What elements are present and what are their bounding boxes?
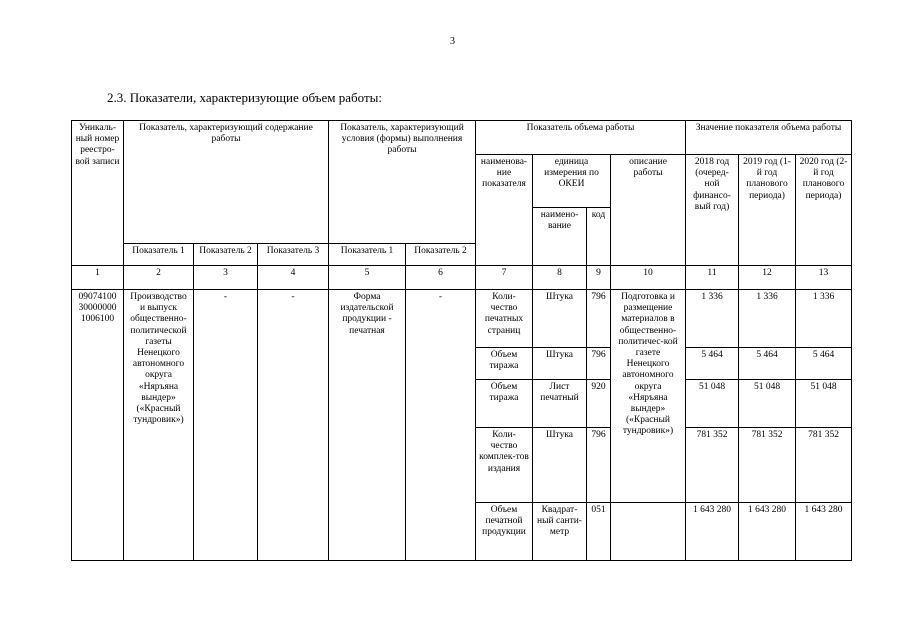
column-number: 1	[72, 266, 124, 290]
header-volume-value: Значение показателя объема работы	[686, 121, 852, 155]
row-value-2020: 1 336	[796, 290, 852, 348]
row-value-2020: 51 048	[796, 380, 852, 428]
row-unit-code: 796	[587, 348, 611, 380]
header-year-2018: 2018 год (очеред-ной финансо-вый год)	[686, 155, 739, 266]
row-indicator-name: Объем тиража	[476, 348, 533, 380]
record-content-1: Производство и выпуск общественно-политической газеты Ненецкого автономного округа «Няръяна вындер» («Красный тундровик»)	[124, 290, 194, 561]
row-unit-code: 920	[587, 380, 611, 428]
header-condition-ind-1: Показатель 1	[329, 244, 406, 266]
record-condition-1: Форма издательской продукции - печатная	[329, 290, 406, 561]
row-value-2020: 781 352	[796, 428, 852, 503]
header-content-indicator: Показатель, характеризующий содержание работы	[124, 121, 329, 244]
row-value-2018: 51 048	[686, 380, 739, 428]
row-value-2018: 1 643 280	[686, 503, 739, 561]
header-unit-name: наимено-вание	[533, 208, 587, 266]
header-conditions-indicator: Показатель, характеризующий условия (формы) выполнения работы	[329, 121, 476, 244]
row-unit-name: Квадрат-ный санти-метр	[533, 503, 587, 561]
page-number: 3	[450, 36, 455, 47]
row-value-2018: 781 352	[686, 428, 739, 503]
column-number: 8	[533, 266, 587, 290]
row-unit-code: 051	[587, 503, 611, 561]
column-number: 5	[329, 266, 406, 290]
row-value-2020: 5 464	[796, 348, 852, 380]
record-description: Подготовка и размещение материалов в общественно-политичес-кой газете Ненецкого автономного округа «Няръяна вындер» («Красный тундровик»)	[611, 290, 686, 503]
row-unit-name: Лист печатный	[533, 380, 587, 428]
row-unit-name: Штука	[533, 290, 587, 348]
header-volume-indicator: Показатель объема работы	[476, 121, 686, 155]
record-condition-2: -	[406, 290, 476, 561]
header-year-2019: 2019 год (1-й год планового периода)	[739, 155, 796, 266]
row-value-2019: 5 464	[739, 348, 796, 380]
header-description: описание работы	[611, 155, 686, 266]
record-number: 09074100 30000000 1006100	[72, 290, 124, 561]
row-indicator-name: Объем тиража	[476, 380, 533, 428]
header-condition-ind-2: Показатель 2	[406, 244, 476, 266]
record-content-3: -	[258, 290, 329, 561]
row-value-2019: 781 352	[739, 428, 796, 503]
column-number: 7	[476, 266, 533, 290]
column-number: 10	[611, 266, 686, 290]
row-indicator-name: Объем печатной продукции	[476, 503, 533, 561]
section-title: 2.3. Показатели, характеризующие объем работы:	[107, 90, 382, 105]
row-value-2018: 5 464	[686, 348, 739, 380]
header-year-2020: 2020 год (2-й год планового периода)	[796, 155, 852, 266]
column-number: 2	[124, 266, 194, 290]
row-unit-name: Штука	[533, 428, 587, 503]
header-content-ind-2: Показатель 2	[194, 244, 258, 266]
row-indicator-name: Коли-чество печатных страниц	[476, 290, 533, 348]
work-volume-table	[71, 120, 852, 561]
header-content-ind-1: Показатель 1	[124, 244, 194, 266]
row-unit-name: Штука	[533, 348, 587, 380]
row-value-2019: 1 336	[739, 290, 796, 348]
column-number: 4	[258, 266, 329, 290]
table-row	[72, 290, 852, 348]
row-value-2018: 1 336	[686, 290, 739, 348]
column-number: 13	[796, 266, 852, 290]
row-unit-code: 796	[587, 428, 611, 503]
header-content-ind-3: Показатель 3	[258, 244, 329, 266]
header-name: наименова-ние показателя	[476, 155, 533, 266]
row-value-2019: 51 048	[739, 380, 796, 428]
row-value-2020: 1 643 280	[796, 503, 852, 561]
row-description-empty	[611, 503, 686, 561]
column-number: 12	[739, 266, 796, 290]
column-number: 6	[406, 266, 476, 290]
row-value-2019: 1 643 280	[739, 503, 796, 561]
column-number: 3	[194, 266, 258, 290]
column-numbers-row	[72, 266, 852, 290]
column-number: 9	[587, 266, 611, 290]
row-indicator-name: Коли-чество комплек-тов издания	[476, 428, 533, 503]
record-content-2: -	[194, 290, 258, 561]
column-number: 11	[686, 266, 739, 290]
header-unique-number: Уникаль-ный номер реестро-вой записи	[72, 121, 124, 266]
row-unit-code: 796	[587, 290, 611, 348]
header-unit-code: код	[587, 208, 611, 266]
header-unit: единица измерения по ОКЕИ	[533, 155, 611, 208]
